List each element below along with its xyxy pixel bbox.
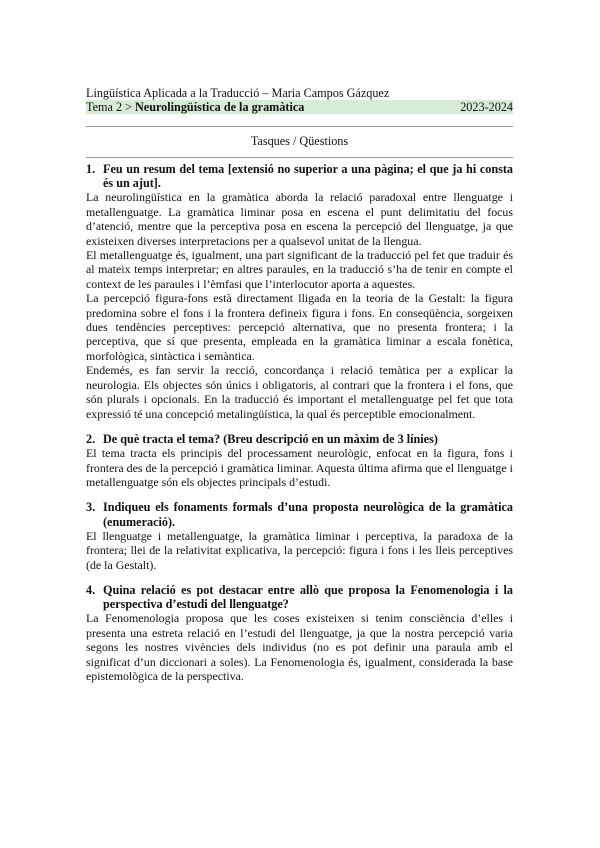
question-heading (86, 583, 513, 611)
question-heading (86, 162, 513, 190)
question-heading (86, 500, 513, 528)
question-block-4 (86, 583, 513, 683)
answer-paragraph: El tema tracta els principis del processament neurològic, enfocat en la figura, fons i frontera des de la percepció i gramàtica liminar. Aquesta última afirma que el llenguatge i metallenguatge són els objectes principals d’estudi. (86, 446, 513, 489)
topic-breadcrumb (86, 100, 304, 114)
answer-paragraph: El metallenguatge és, igualment, una part significant de la traducció pel fet que traduir és al mateix temps interpretar; en altres paraules, en la traducció s’ha de tenir en compte el context de les paraules i l’èmfasi que l’interlocutor aporta a aquestes. (86, 248, 513, 291)
question-text: Quina relació es pot destacar entre allò que proposa la Fenomenologia i la perspectiva d’estudi del llenguatge? (103, 582, 513, 612)
academic-year: 2023-2024 (460, 100, 513, 114)
question-block-3 (86, 500, 513, 572)
question-number: 3. (86, 500, 96, 515)
topic-title: Neurolingüística de la gramàtica (135, 100, 305, 114)
course-header: Lingüística Aplicada a la Traducció – Maria Campos Gázquez (86, 86, 390, 100)
question-text: De què tracta el tema? (Breu descripció en un màxim de 3 línies) (103, 431, 438, 446)
answer-paragraph: Endemés, es fan servir la recció, concordança i relació temàtica per a explicar la neurologia. Els objectes són únics i obligatoris, al contrari que la frontera i el fons, que són plurals i opcionals. En la traducció és important el metallenguatge pel fet que tota expressió té una concepció metalingüística, la qual és perceptible emocionalment. (86, 363, 513, 421)
question-number: 2. (86, 431, 96, 446)
answer-paragraph: La neurolingüística en la gramàtica aborda la relació paradoxal entre llenguatge i metallenguatge. La gramàtica liminar posa en escena el punt delimitatiu del focus d’atenció, mentre que la perceptiva posa en escena la percepció del llenguatge, ja que existeixen diverses interpretacions per a qualsevol unitat de la llengua. (86, 190, 513, 248)
section-subtitle: Tasques / Qüestions (250, 134, 349, 148)
question-text: Feu un resum del tema [extensió no superior a una pàgina; el que ja hi consta és un ajut]. (103, 162, 513, 191)
answer-paragraph: El llenguatge i metallenguatge, la gramàtica liminar i perceptiva, la paradoxa de la frontera; llei de la relativitat explicativa, la percepció: figura i fons i les lleis perceptives (de la Gestalt). (86, 528, 513, 572)
question-number: 1. (86, 162, 96, 176)
question-block-2 (86, 432, 513, 489)
question-block-1 (86, 162, 513, 421)
topic-prefix: Tema 2 > (86, 100, 135, 114)
question-text: Indiqueu els fonaments formals d’una proposta neurològica de la gramàtica (enumeració). (103, 500, 513, 529)
topic-header (86, 100, 513, 114)
question-heading (86, 432, 513, 446)
question-number: 4. (86, 582, 96, 597)
answer-paragraph: La Fenomenologia proposa que les coses existeixen si tenim consciència d’elles i presenta una estreta relació en l’estudi del llenguatge, ja que la nostra percepció varia segons les nostres vivències dels individus (no es pot definir una paraula amb el significat d’un diccionari a soles). La Fenomenologia és, igualment, considerada la base epistemològica de la perspectiva. (86, 611, 513, 683)
divider-bottom (86, 157, 513, 158)
answer-paragraph: La percepció figura-fons està directament lligada en la teoria de la Gestalt: la figura predomina sobre el fons i la frontera defineix figura i fons. En conseqüència, sorgeixen dues tendències perceptives: percepció alternativa, que no presenta frontera; i la perceptiva, que sí que presenta, empleada en la gramàtica liminar a escala fonètica, morfològica, sintàctica i semàntica. (86, 291, 513, 363)
questions-content (86, 162, 513, 683)
divider-top (86, 126, 513, 127)
